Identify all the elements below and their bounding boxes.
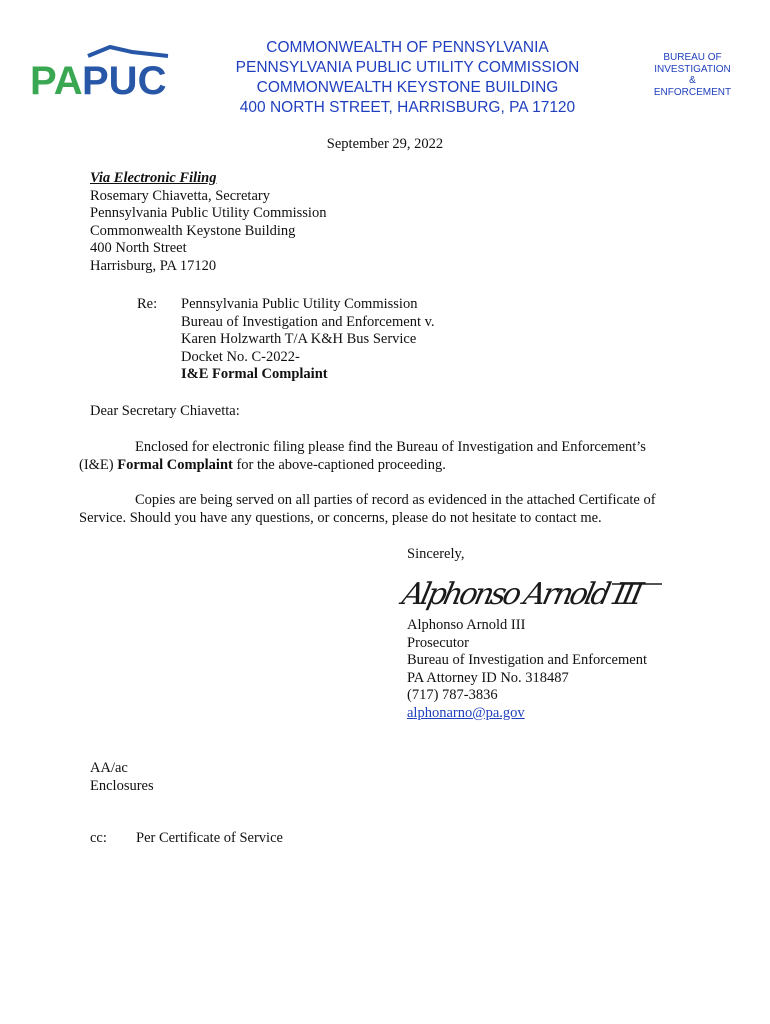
re-document-title: I&E Formal Complaint (181, 366, 328, 382)
signer-title: Prosecutor (407, 634, 470, 651)
address-line: Harrisburg, PA 17120 (90, 257, 217, 274)
signer-phone: (717) 787-3836 (407, 687, 498, 703)
address-line: Pennsylvania Public Utility Commission (90, 205, 327, 221)
typist-initials: AA/ac (90, 760, 128, 776)
address-line: Rosemary Chiavetta, Secretary (90, 187, 270, 204)
letterhead-line: PENNSYLVANIA PUBLIC UTILITY COMMISSION (235, 59, 580, 76)
signature-graphic (399, 570, 666, 616)
signature-block (407, 617, 647, 722)
cc-label: cc: (90, 830, 107, 846)
letterhead-line: 400 NORTH STREET, HARRISBURG, PA 17120 (239, 99, 576, 116)
letterhead (200, 38, 615, 118)
svg-text:Alphonso Arnold III: Alphonso Arnold III (399, 577, 647, 612)
bureau-header (640, 52, 745, 98)
bureau-line: ENFORCEMENT (653, 86, 732, 98)
body-paragraph-1 (79, 439, 689, 474)
re-line: Karen Holzwarth T/A K&H Bus Service (181, 331, 417, 347)
paragraph-bold-text: Formal Complaint (117, 456, 233, 473)
bureau-line: & (689, 75, 696, 86)
salutation: Dear Secretary Chiavetta: (90, 403, 240, 419)
cc-recipients: Per Certificate of Service (136, 830, 283, 846)
initials-block (90, 760, 154, 795)
letterhead-line: COMMONWEALTH KEYSTONE BUILDING (256, 79, 559, 96)
paragraph-text: Copies are being served on all parties of record as evidenced in the attached Certificate of (135, 492, 656, 508)
logo-pa-text: PA (30, 59, 83, 103)
bureau-line: INVESTIGATION (654, 63, 731, 75)
signer-name: Alphonso Arnold III (407, 617, 526, 633)
recipient-address (90, 170, 326, 275)
signer-bureau: Bureau of Investigation and Enforcement (407, 652, 647, 668)
handwritten-signature (399, 570, 666, 616)
re-line: Pennsylvania Public Utility Commission (181, 296, 418, 312)
letter-date: September 29, 2022 (326, 136, 444, 152)
signer-email-link[interactable]: alphonarno@pa.gov (407, 704, 525, 721)
letterhead-line: COMMONWEALTH OF PENNSYLVANIA (266, 39, 549, 56)
re-line: Bureau of Investigation and Enforcement v. (181, 313, 435, 330)
re-subject (181, 296, 435, 384)
paragraph-text: Service. Should you have any questions, or concerns, please do not hesitate to contact me. (79, 509, 602, 526)
address-line: Commonwealth Keystone Building (90, 222, 296, 239)
enclosures-note: Enclosures (90, 777, 154, 794)
paragraph-text: for the above-captioned proceeding. (232, 456, 446, 473)
paragraph-text: Enclosed for electronic filing please find the Bureau of Investigation and Enforcement’s (135, 439, 646, 455)
paragraph-text: (I&E) (79, 456, 118, 473)
signer-attorney-id: PA Attorney ID No. 318487 (407, 669, 569, 686)
logo-puc-text: PUC (82, 59, 167, 103)
delivery-method: Via Electronic Filing (90, 170, 217, 186)
address-line: 400 North Street (90, 240, 187, 256)
closing: Sincerely, (407, 546, 465, 562)
bureau-line: BUREAU OF (663, 52, 722, 63)
papuc-logo (30, 44, 170, 103)
re-line: Docket No. C-2022- (181, 348, 300, 365)
body-paragraph-2 (79, 492, 689, 527)
papuc-logo-graphic (30, 44, 170, 103)
re-label: Re: (137, 296, 158, 312)
